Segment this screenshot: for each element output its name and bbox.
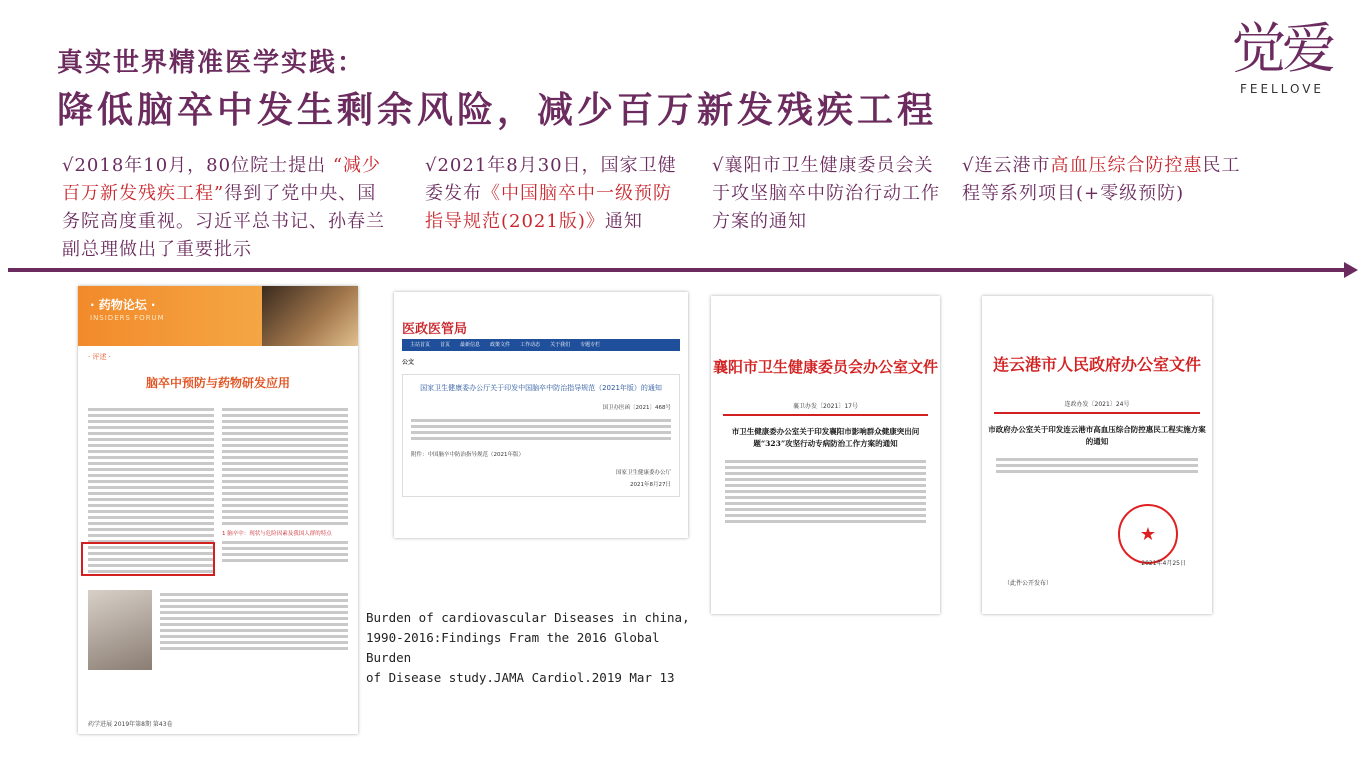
point-1-highlight: “减少百万新发残疾工程” — [62, 155, 382, 204]
magazine-section: · 评述 · — [88, 353, 111, 361]
lianyungang-redhead: 连云港市人民政府办公室文件 — [992, 355, 1201, 374]
web-nav — [402, 339, 680, 351]
web-nav-item[interactable]: 关于我们 — [550, 342, 571, 348]
timeline-arrow-icon — [1344, 262, 1358, 278]
magazine-header-en: INSIDERS FORUM — [90, 314, 165, 322]
slide-title: 降低脑卒中发生剩余风险，减少百万新发残疾工程 — [57, 89, 938, 131]
point-4 — [962, 152, 1242, 208]
point-1 — [62, 152, 392, 264]
timeline-line — [8, 268, 1348, 272]
red-rule — [723, 414, 928, 416]
xiangyang-docno: 襄卫办发〔2021〕17号 — [793, 403, 858, 410]
logo-mark: 觉爱 — [1232, 17, 1332, 80]
lianyungang-document — [982, 296, 1212, 614]
web-date: 2021年8月27日 — [630, 482, 671, 488]
point-4-text-rest: 民工程等系列项目(+零级预防) — [962, 155, 1241, 204]
feellove-logo — [1222, 14, 1342, 104]
citation-caption: Burden of cardiovascular Diseases in china, 1990-2016:Findings Fram the 2016 Global Burden of Disease study.JAMA Cardiol.2019 Mar 13 — [366, 610, 690, 685]
lianyungang-docno: 连政办发〔2021〕24号 — [1064, 401, 1130, 408]
logo-text: FEELLOVE — [1239, 82, 1325, 96]
author-photo — [88, 590, 152, 670]
point-4-text: √连云港市 — [962, 155, 1051, 176]
magazine-article — [78, 286, 358, 734]
point-3 — [712, 152, 942, 236]
magazine-header — [78, 286, 358, 346]
point-1-text: √2018年10月，80位院士提出 — [62, 155, 333, 176]
web-nav-item[interactable]: 政策文件 — [490, 342, 511, 348]
magazine-footer: 药学进展 2019年第8期 第43卷 — [88, 721, 173, 728]
magazine-article-title: 脑卒中预防与药物研发应用 — [145, 376, 290, 390]
web-nav-item[interactable]: 主站首页 — [410, 342, 431, 348]
web-docno: 国卫办医函〔2021〕468号 — [602, 405, 671, 411]
xiangyang-title: 市卫生健康委办公室关于印发襄阳市影响群众健康突出问题“323”攻坚行动专病防治工作方案的通知 — [731, 427, 920, 448]
point-2-text-rest: 通知 — [604, 211, 643, 232]
red-rule — [994, 412, 1200, 414]
point-4-highlight: 高血压综合防控惠 — [1050, 155, 1203, 176]
web-brand: 医政医管局 — [402, 322, 468, 337]
official-seal-icon: ★ — [1118, 504, 1178, 564]
lianyungang-title: 市政府办公室关于印发连云港市高血压综合防控惠民工程实施方案的通知 — [988, 425, 1206, 446]
xiangyang-redhead: 襄阳市卫生健康委员会办公室文件 — [712, 358, 938, 376]
point-2-text: √2021年8月30日，国家卫健委发布 — [425, 155, 677, 204]
highlight-box — [81, 542, 215, 576]
slide-subtitle: 真实世界精准医学实践： — [57, 48, 366, 78]
web-section: 公文 — [402, 359, 415, 366]
web-nav-item[interactable]: 首页 — [440, 342, 451, 348]
web-topbar — [394, 292, 688, 312]
web-nav-item[interactable]: 专题专栏 — [580, 342, 601, 348]
point-2 — [425, 152, 685, 236]
point-1-text-rest: 得到了党中央、国务院高度重视。习近平总书记、孙春兰副总理做出了重要批示 — [62, 183, 385, 260]
point-3-text: √襄阳市卫生健康委员会关于攻坚脑卒中防治行动工作方案的通知 — [712, 155, 940, 232]
web-signer: 国家卫生健康委办公厅 — [615, 470, 671, 476]
nhc-webpage — [394, 292, 688, 538]
web-nav-item[interactable]: 最新信息 — [460, 342, 481, 348]
web-nav-item[interactable]: 工作动态 — [520, 342, 541, 348]
conference-photo — [262, 286, 358, 346]
lianyungang-notice: （此件公开发布） — [1004, 580, 1053, 587]
point-2-highlight: 《中国脑卒中一级预防指导规范(2021版)》 — [425, 183, 672, 232]
web-article — [402, 374, 680, 497]
web-attachment-link[interactable]: 附件：中国脑卒中防治指导规范（2021年版） — [411, 452, 524, 458]
magazine-subhead: 1 脑卒中：现状与危险因素及我国人群的特点 — [222, 531, 332, 537]
magazine-header-title: · 药物论坛 · — [90, 298, 156, 312]
xiangyang-document — [711, 296, 940, 614]
lianyungang-date: 2021年4月25日 — [1141, 560, 1186, 567]
web-article-title: 国家卫生健康委办公厅关于印发中国脑卒中防治指导规范（2021年版）的通知 — [420, 384, 662, 392]
